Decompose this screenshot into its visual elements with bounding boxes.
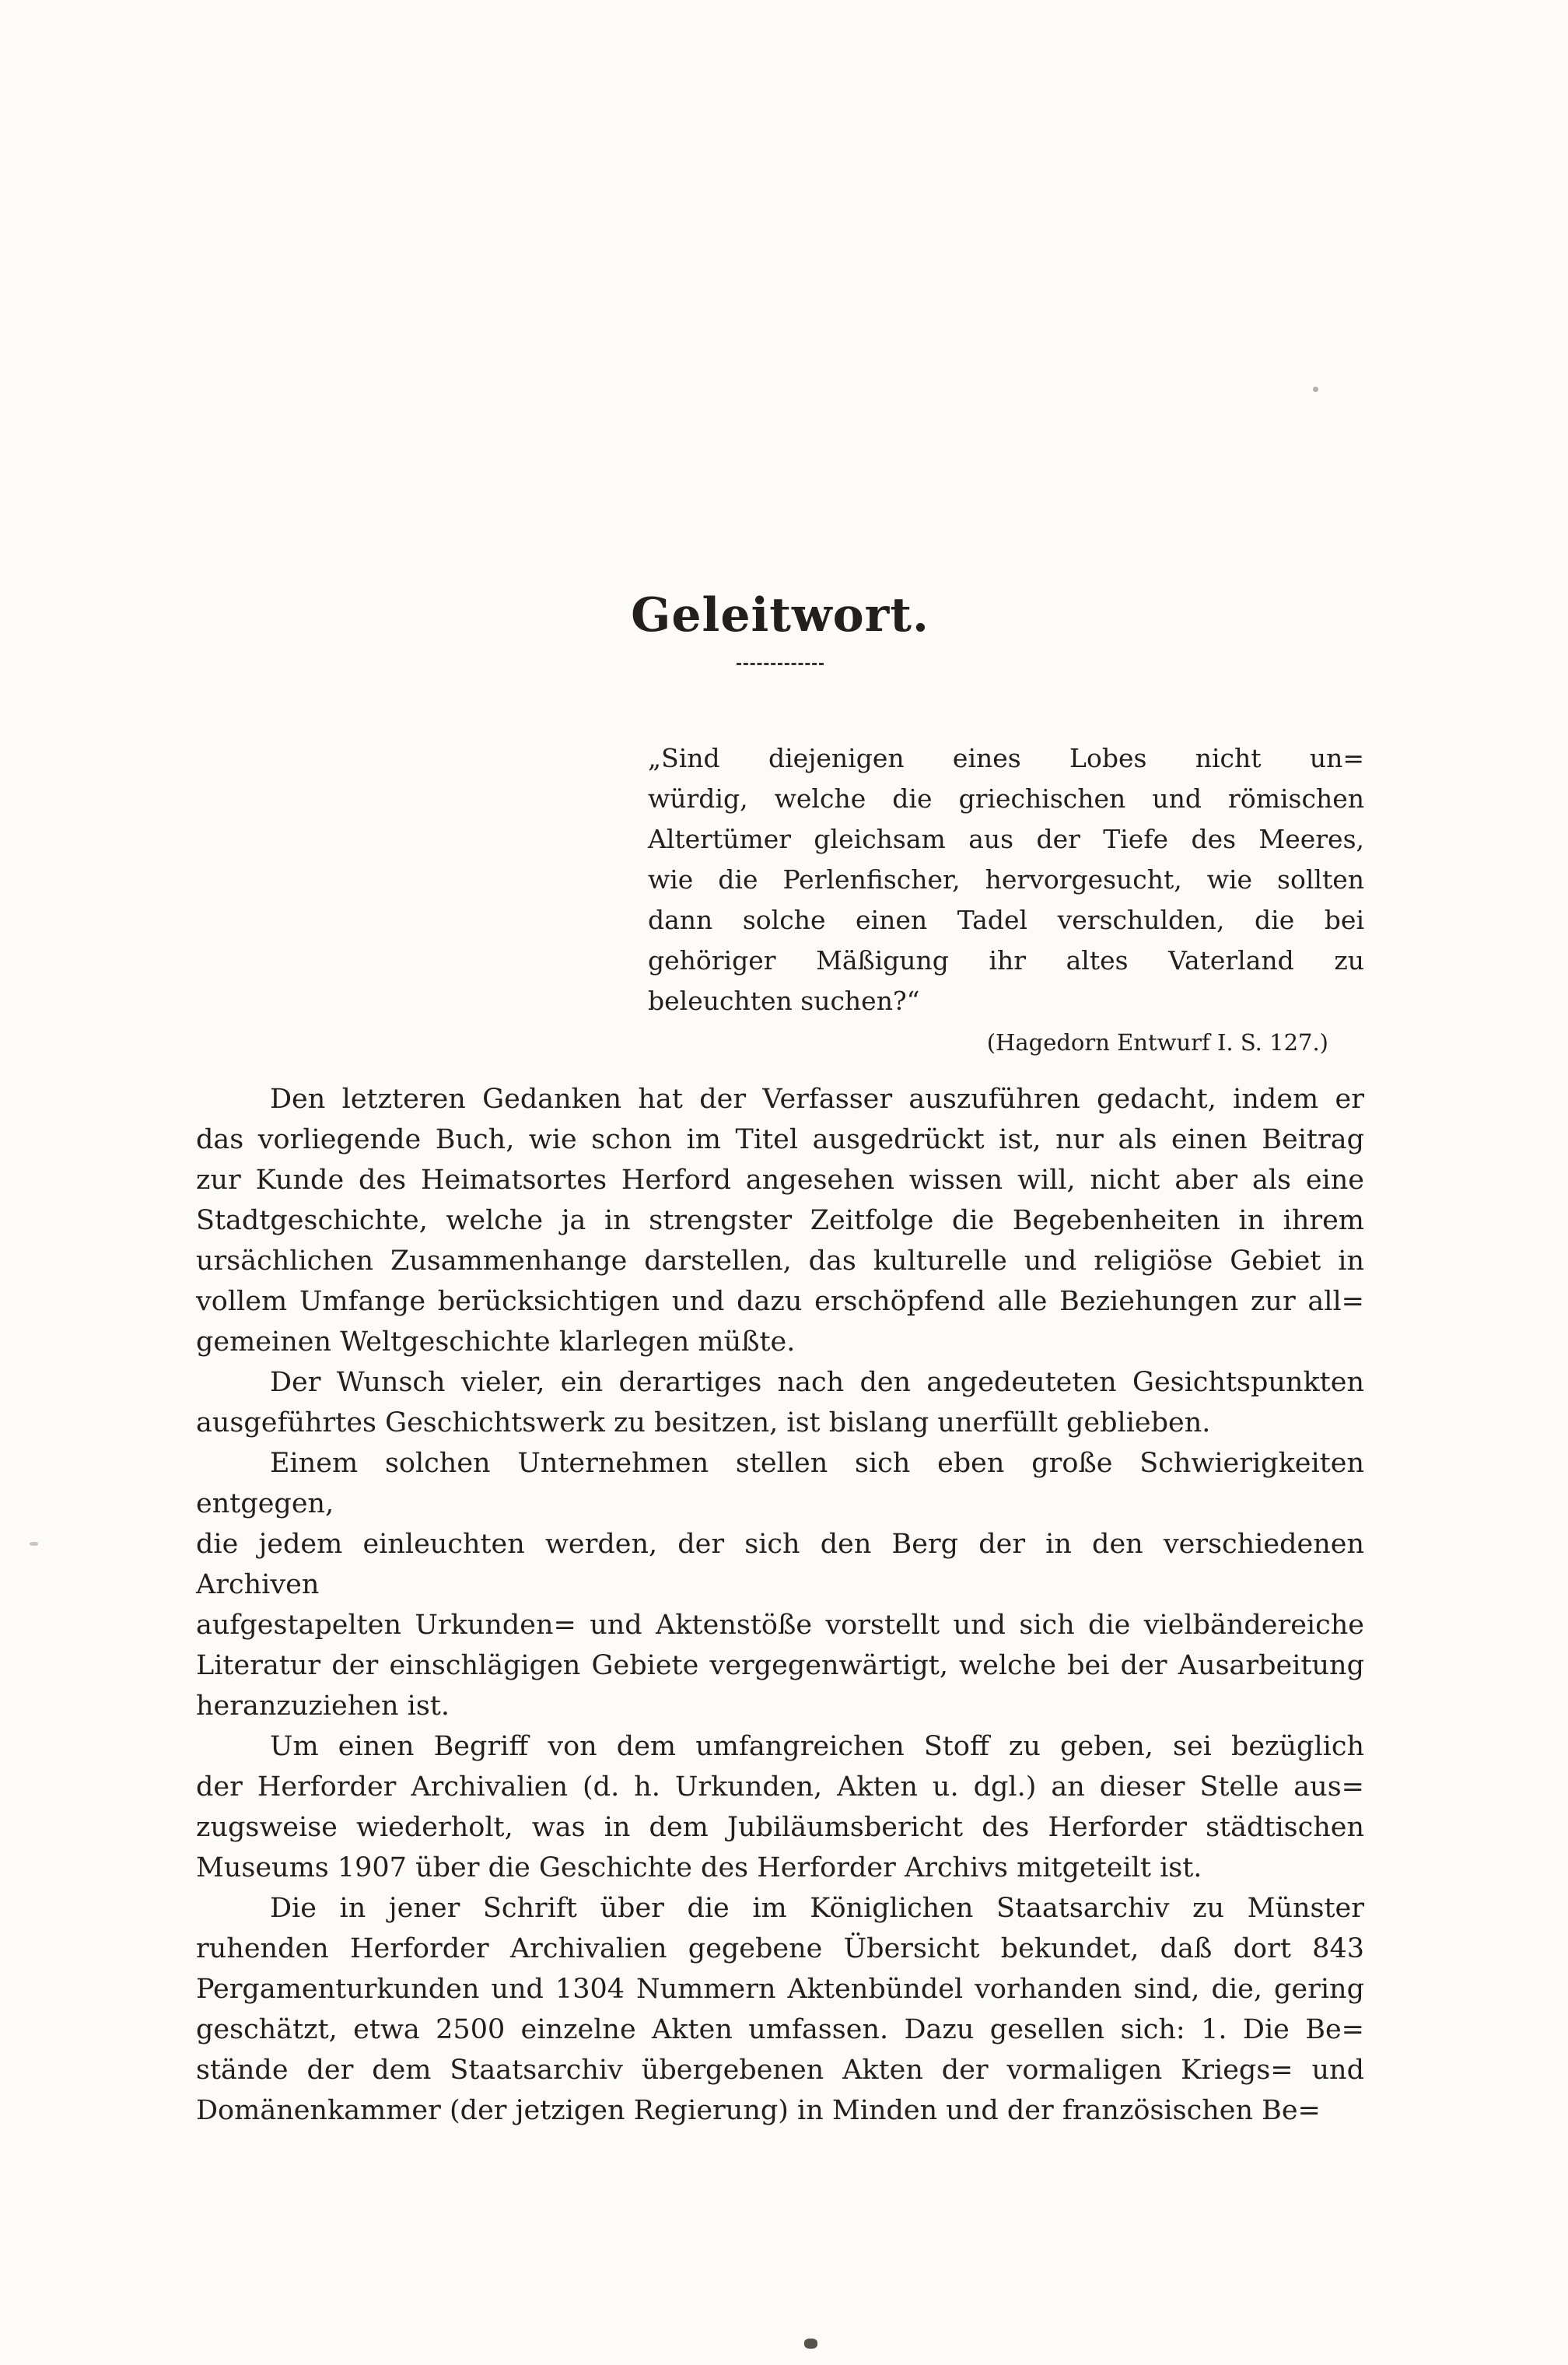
paragraph-line: zur Kunde des Heimatsortes Herford angesehen wissen will, nicht aber als eine <box>196 1165 1364 1196</box>
epigraph-line: beleuchten suchen?“ <box>648 986 920 1016</box>
paragraph-line: Den letzteren Gedanken hat der Verfasser auszuführen gedacht, indem er <box>270 1084 1364 1115</box>
paragraph <box>196 1726 1364 1888</box>
title-divider <box>737 663 824 665</box>
paragraph-line: Um einen Begriff von dem umfangreichen Stoff zu geben, sei bezüglich <box>270 1731 1364 1762</box>
paragraph <box>196 1888 1364 2131</box>
text-block <box>196 588 1364 2131</box>
paragraph-line: das vorliegende Buch, wie schon im Titel ausgedrückt ist, nur als einen Beitrag <box>196 1124 1364 1155</box>
paragraph-line: Der Wunsch vieler, ein derartiges nach den angedeuteten Gesichtspunkten <box>270 1367 1364 1398</box>
epigraph-line: gehöriger Mäßigung ihr altes Vaterland zu <box>648 945 1364 976</box>
paragraph-line: der Herforder Archivalien (d. h. Urkunden, Akten u. dgl.) an dieser Stelle aus= <box>196 1771 1364 1803</box>
scan-artifact <box>30 1542 38 1546</box>
paragraph <box>196 1362 1364 1443</box>
epigraph-line: wie die Perlenfischer, hervorgesucht, wie sollten <box>648 864 1364 895</box>
paragraph-line: die jedem einleuchten werden, der sich den Berg der in den verschiedenen Archiven <box>196 1529 1364 1600</box>
paragraph-line: heranzuziehen ist. <box>196 1691 450 1722</box>
paragraph-line: ruhenden Herforder Archivalien gegebene Übersicht bekundet, daß dort 843 <box>196 1933 1364 1964</box>
paragraph-line: zugsweise wiederholt, was in dem Jubiläumsbericht des Herforder städtischen <box>196 1812 1364 1843</box>
paragraph <box>196 1443 1364 1726</box>
paragraph-line: Domänenkammer (der jetzigen Regierung) in Minden und der französischen Be= <box>196 2095 1321 2126</box>
epigraph-citation: (Hagedorn Entwurf I. S. 127.) <box>986 1029 1328 1056</box>
paragraph-line: Museums 1907 über die Geschichte des Herforder Archivs mitgeteilt ist. <box>196 1852 1202 1883</box>
paragraph-line: Pergamenturkunden und 1304 Nummern Aktenbündel vorhanden sind, die, gering <box>196 1974 1364 2005</box>
paragraph-line: vollem Umfange berücksichtigen und dazu erschöpfend alle Beziehungen zur all= <box>196 1286 1364 1317</box>
paragraph-line: Einem solchen Unternehmen stellen sich eben große Schwierigkeiten entgegen, <box>196 1448 1364 1519</box>
epigraph-lines <box>648 738 1364 1021</box>
epigraph-line: dann solche einen Tadel verschulden, die bei <box>648 905 1364 935</box>
scan-artifact <box>1313 387 1318 392</box>
paragraph-line: ausgeführtes Geschichtswerk zu besitzen, ist bislang unerfüllt geblieben. <box>196 1407 1211 1438</box>
paragraph-line: Literatur der einschlägigen Gebiete vergegenwärtigt, welche bei der Ausarbeitung <box>196 1650 1364 1681</box>
paragraph-line: ursächlichen Zusammenhange darstellen, das kulturelle und religiöse Gebiet in <box>196 1246 1364 1277</box>
paragraph-line: geschätzt, etwa 2500 einzelne Akten umfassen. Dazu gesellen sich: 1. Die Be= <box>196 2014 1364 2045</box>
scan-artifact <box>804 2339 817 2349</box>
paragraph-line: gemeinen Weltgeschichte klarlegen müßte. <box>196 1326 796 1358</box>
epigraph-line: „Sind diejenigen eines Lobes nicht un= <box>648 743 1364 773</box>
epigraph-line: würdig, welche die griechischen und römischen <box>648 783 1364 814</box>
epigraph-line: Altertümer gleichsam aus der Tiefe des Meeres, <box>648 824 1364 854</box>
page-title: Geleitwort. <box>631 588 929 643</box>
paragraph-line: aufgestapelten Urkunden= und Aktenstöße vorstellt und sich die vielbändereiche <box>196 1610 1364 1641</box>
paragraph-line: Stadtgeschichte, welche ja in strengster Zeitfolge die Begebenheiten in ihrem <box>196 1205 1364 1236</box>
paragraph-line: stände der dem Staatsarchiv übergebenen Akten der vormaligen Kriegs= und <box>196 2055 1364 2086</box>
paragraph <box>196 1079 1364 1362</box>
body-text <box>196 1079 1364 2131</box>
epigraph <box>648 738 1364 1060</box>
paragraph-line: Die in jener Schrift über die im Königlichen Staatsarchiv zu Münster <box>270 1893 1364 1924</box>
